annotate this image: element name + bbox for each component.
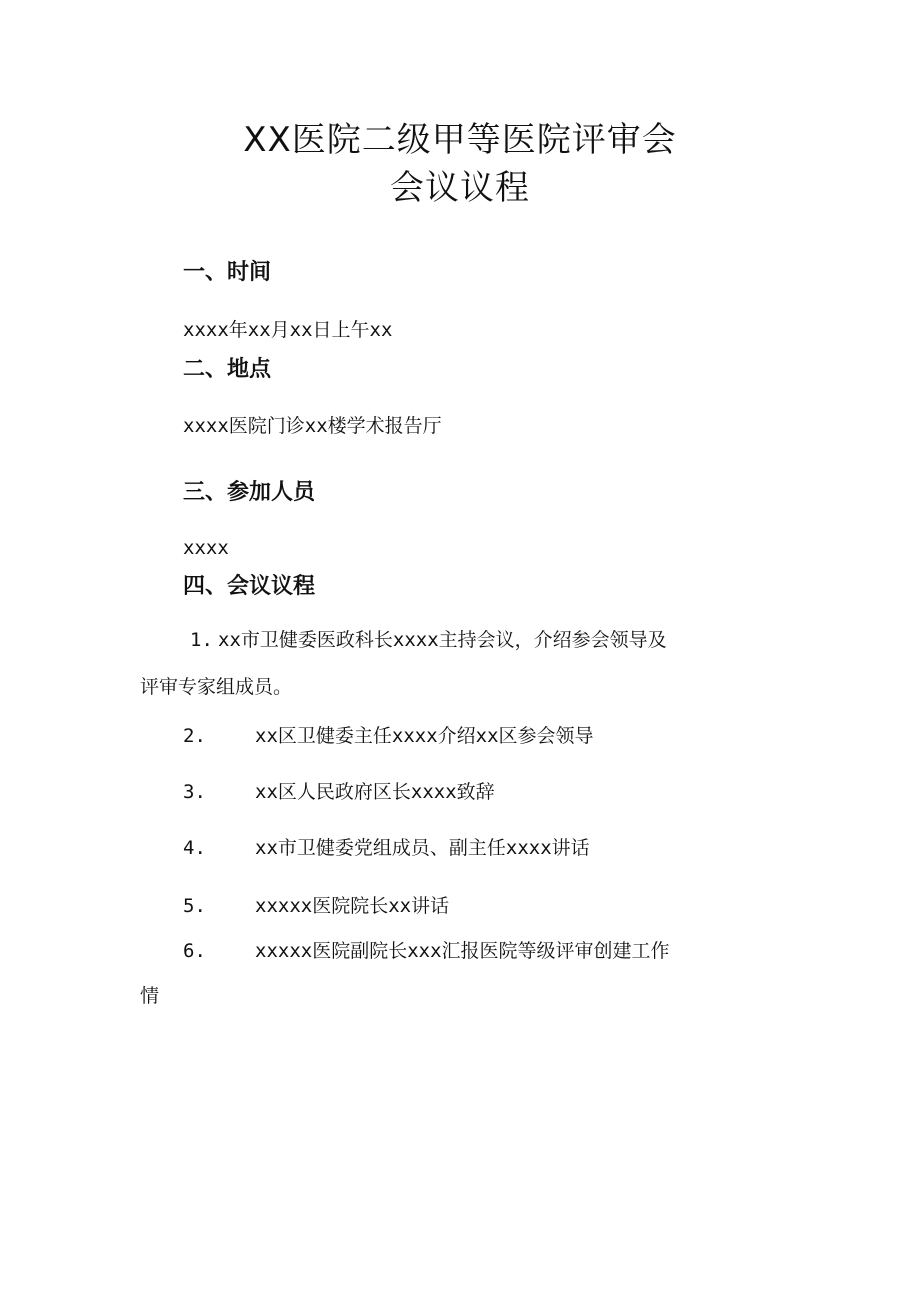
agenda-item-4-text: xx市卫健委党组成员、副主任xxxx讲话 bbox=[255, 837, 590, 859]
agenda-item-3-number: 3. bbox=[183, 781, 206, 803]
agenda-item-1-line1: xx市卫健委医政科长xxxx主持会议，介绍参会领导及 bbox=[218, 629, 667, 651]
section-heading-agenda: 四、会议议程 bbox=[183, 574, 316, 599]
agenda-item-3-text: xx区人民政府区长xxxx致辞 bbox=[255, 781, 495, 803]
section-heading-place: 二、地点 bbox=[183, 357, 272, 382]
document-subtitle: 会议议程 bbox=[390, 168, 530, 208]
agenda-item-6-line1: xxxxx医院副院长xxx汇报医院等级评审创建工作 bbox=[255, 940, 670, 962]
agenda-item-6-number: 6. bbox=[183, 940, 206, 962]
agenda-item-1-line2: 评审专家组成员。 bbox=[140, 676, 293, 698]
section-heading-attendees: 三、参加人员 bbox=[183, 480, 316, 505]
place-value: xxxx医院门诊xx楼学术报告厅 bbox=[183, 415, 442, 437]
document-title: XX医院二级甲等医院评审会 bbox=[243, 120, 677, 160]
agenda-item-5-text: xxxxx医院院长xx讲话 bbox=[255, 895, 450, 917]
time-value: xxxx年xx月xx日上午xx bbox=[183, 319, 393, 341]
agenda-item-4-number: 4. bbox=[183, 837, 206, 859]
attendees-value: xxxx bbox=[183, 537, 229, 559]
agenda-item-2-number: 2. bbox=[183, 725, 206, 747]
section-heading-time: 一、时间 bbox=[183, 260, 272, 285]
agenda-item-2-text: xx区卫健委主任xxxx介绍xx区参会领导 bbox=[255, 725, 594, 747]
agenda-item-1-number: 1. bbox=[190, 629, 213, 651]
agenda-item-5-number: 5. bbox=[183, 895, 206, 917]
agenda-item-6-line2: 情 bbox=[140, 985, 160, 1007]
